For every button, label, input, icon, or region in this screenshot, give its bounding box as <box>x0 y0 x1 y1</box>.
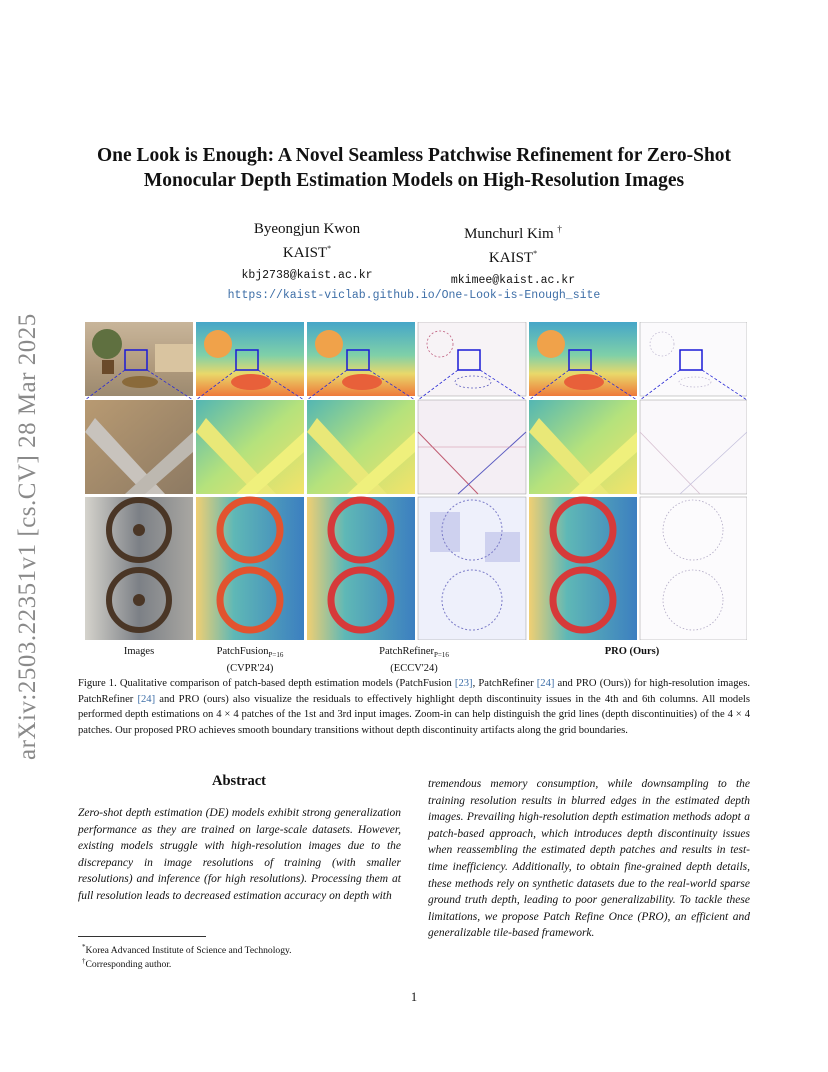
paper-title <box>60 143 768 193</box>
title-line-1: One Look is Enough: A Novel Seamless Patchwise Refinement for Zero-Shot <box>96 145 732 166</box>
patchrefiner-subscript: P=16 <box>433 651 449 660</box>
label-images: Images <box>123 646 155 657</box>
project-url-link[interactable]: https://kaist-viclab.github.io/One-Look-is-Enough_site <box>227 289 601 302</box>
patchrefiner-venue: (ECCV'24) <box>390 663 438 675</box>
footnote-mark: † <box>82 957 86 965</box>
footnote-text: Corresponding author. <box>85 959 172 971</box>
author-email[interactable]: mkimee@kaist.ac.kr <box>450 274 576 287</box>
row1-pro <box>529 322 637 396</box>
row1-images <box>85 322 193 396</box>
caption-text: Figure 1. Qualitative comparison of patch-based depth estimation models (PatchFusion <box>78 678 455 689</box>
caption-text: and PRO (Ours)) for high-resolution images. PatchRefiner <box>78 678 750 705</box>
figure-1-image-grid <box>85 322 747 640</box>
author-affiliation: KAIST <box>488 250 534 266</box>
label-patchrefiner <box>360 645 468 675</box>
arxiv-stamp: arXiv:2503.22351v1 [cs.CV] 28 Mar 2025 <box>14 313 41 760</box>
row1-patchrefiner-residual <box>418 322 526 396</box>
right-column-text: tremendous memory consumption, while downsampling to the training resolution results in blurred edges in the estimated depth images. Prevailing high-resolution depth estimation methods adopt a patch-based approach, which introduces depth discontinuity issues when reassembling the estimated depth patches and results in test-time inefficiency. Additionally, to obtain fine-grained depth details, these methods rely on synthetic datasets due to the real-world sparse ground truth depth, leading to poor generalizability. To tackle these limitations, we propose Patch Refine Once (PRO), an efficient and generalizable tile-based framework. <box>428 778 750 940</box>
author-name: Munchurl Kim <box>464 226 554 242</box>
author-block-1 <box>222 220 392 282</box>
patchfusion-subscript: P=16 <box>268 651 284 660</box>
title-line-2: Monocular Depth Estimation Models on High-Resolution Images <box>143 170 685 191</box>
patchfusion-name: PatchFusion <box>216 646 269 657</box>
caption-text: and PRO (ours) also visualize the residuals to effectively highlight depth discontinuity issues in the 4th and 6th columns. All models performed depth estimations on 4 × 4 patches of the 1st and 3rd input images. Zoom-in can help distinguish the grid lines (depth discontinuities) of the 4 × 4 patches. Our proposed PRO achieves smooth boundary transitions without depth discontinuity artifacts along the grid boundaries. <box>78 693 750 736</box>
author-affiliation: KAIST <box>282 245 328 261</box>
author-email[interactable]: kbj2738@kaist.ac.kr <box>241 269 373 282</box>
affil-mark: * <box>327 244 332 253</box>
patchrefiner-name: PatchRefiner <box>379 646 434 657</box>
footnote-2 <box>82 954 171 972</box>
label-pro: PRO (Ours) <box>604 646 660 657</box>
author-mark: † <box>557 224 562 234</box>
affil-mark: * <box>533 249 538 258</box>
abstract-body: Zero-shot depth estimation (DE) models exhibit strong generalization performance as they are trained on large-scale datasets. However, existing models struggle with high-resolution images due to the discrepancy in image resolutions of training (with smaller resolutions) and inference (for high resolutions). Processing them at full resolution leads to decreased estimation accuracy on depth with <box>78 807 401 902</box>
abstract-heading: Abstract <box>212 773 266 789</box>
row1-patchfusion-2 <box>307 322 415 396</box>
row1-pro-residual <box>640 322 747 396</box>
author-name: Byeongjun Kwon <box>253 221 361 237</box>
footnote-mark: * <box>82 943 86 951</box>
row3-gears <box>85 497 747 640</box>
figure-caption <box>78 676 750 738</box>
label-patchfusion <box>196 645 304 675</box>
author-block-2 <box>428 220 598 287</box>
caption-text: , PatchRefiner <box>472 678 537 689</box>
page-number: 1 <box>410 990 418 1004</box>
plant-blob <box>92 329 122 359</box>
footnote-text: Korea Advanced Institute of Science and Technology. <box>85 945 292 957</box>
row2-zoom <box>85 400 747 494</box>
row1-patchfusion <box>196 322 304 396</box>
citation-link[interactable]: [24] <box>137 693 156 705</box>
patchfusion-venue: (CVPR'24) <box>226 663 274 675</box>
citation-link[interactable]: [24] <box>536 678 555 689</box>
footnote-rule <box>78 936 206 937</box>
citation-link[interactable]: [23] <box>454 678 473 689</box>
